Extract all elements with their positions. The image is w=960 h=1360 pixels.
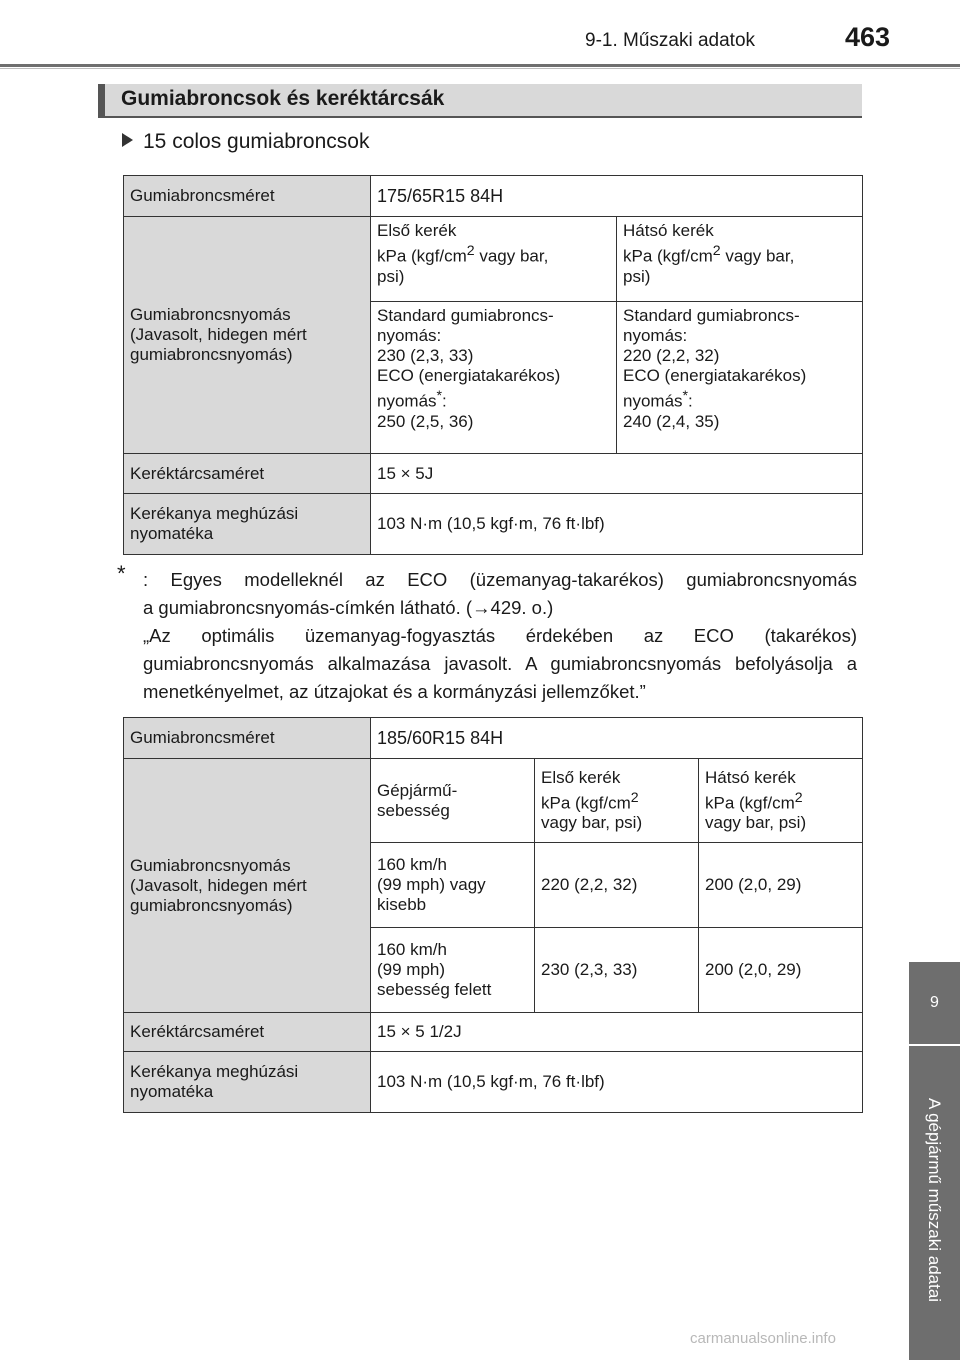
speed-over-160: 160 km/h (99 mph) sebesség felett — [371, 928, 535, 1013]
tire-spec-table-1 — [123, 175, 863, 555]
header-divider — [0, 64, 960, 67]
subheading — [122, 130, 369, 154]
watermark: carmanualsonline.info — [690, 1330, 836, 1347]
table-row — [124, 718, 863, 759]
footnote-line-1: : Egyes modelleknél az ECO (üzemanyag-takarékos) gumiabroncsnyomás — [143, 569, 857, 590]
subheading-text: 15 colos gumiabroncsok — [143, 130, 370, 153]
front-wheel-header: Első kerék kPa ($kgf/cm^2$ vagy bar, psi) — [371, 217, 617, 302]
rear-pressure-over-160: 200 (2,0, 29) — [699, 928, 863, 1013]
front-wheel-pressure-values: Standard gumiabroncs- nyomás: 230 (2,3, 33) ECO (energiatakarékos) nyomás*: 250 (2,5, 36) — [371, 302, 617, 454]
tire-size-label: Gumiabroncsméret — [124, 176, 371, 217]
tire-pressure-label: Gumiabroncsnyomás (Javasolt, hidegen mért gumiabroncsnyomás) — [124, 217, 371, 454]
tire-size-label: Gumiabroncsméret — [124, 718, 371, 759]
chapter-title: 9-1. Műszaki adatok — [585, 30, 756, 51]
speed-up-to-160: 160 km/h (99 mph) vagy kisebb — [371, 843, 535, 928]
table-row — [124, 494, 863, 555]
lug-nut-torque-value: 103 N·m (10,5 kgf·m, 76 ft·lbf) — [371, 494, 863, 555]
rim-size-label: Keréktárcsaméret — [124, 454, 371, 494]
eco-footnote — [117, 561, 857, 706]
lug-nut-torque-value: 103 N·m (10,5 kgf·m, 76 ft·lbf) — [371, 1052, 863, 1113]
table-row — [124, 759, 863, 843]
page-number: 463 — [845, 22, 891, 52]
table-row — [124, 217, 863, 302]
front-pressure-over-160: 230 (2,3, 33) — [535, 928, 699, 1013]
footnote-paragraph-2: „Az optimális üzemanyag-fogyasztás érdekében az ECO (takarékos) gumiabroncsnyomás alkalmazása javasolt. A gumiabroncsnyomás befolyásolja a menetkényelmet, az útzajokat és a kormányzási jellemzőket.” — [143, 625, 857, 702]
rear-wheel-header: Hátsó kerék kPa ($kgf/cm^2$ vagy bar, psi) — [699, 759, 863, 843]
tire-size-value: 175/65R15 84H — [371, 176, 863, 217]
tire-size-value: 185/60R15 84H — [371, 718, 863, 759]
rear-pressure-up-to-160: 200 (2,0, 29) — [699, 843, 863, 928]
lug-nut-torque-label: Kerékanya meghúzási nyomatéka — [124, 494, 371, 555]
rim-size-value: 15 × 5 1/2J — [371, 1013, 863, 1052]
chapter-tab-number: 9 — [909, 962, 960, 1046]
table-row — [124, 1052, 863, 1113]
table-row — [124, 454, 863, 494]
rear-wheel-header: Hátsó kerék kPa ($kgf/cm^2$ vagy bar, psi) — [617, 217, 863, 302]
chapter-tab-label: A gépjármű műszaki adatai — [925, 1097, 944, 1303]
table-row — [124, 1013, 863, 1052]
vehicle-speed-header: Gépjármű- sebesség — [371, 759, 535, 843]
header-divider-thin — [0, 68, 960, 69]
triangle-bullet-icon — [122, 133, 133, 147]
tire-spec-table-2 — [123, 717, 863, 1113]
footnote-line-2: a gumiabroncsnyomás-címkén látható. (→429. o.) — [143, 597, 554, 618]
front-pressure-up-to-160: 220 (2,2, 32) — [535, 843, 699, 928]
rim-size-value: 15 × 5J — [371, 454, 863, 494]
footnote-star: * — [117, 561, 126, 586]
section-heading — [98, 84, 862, 118]
section-heading-text: Gumiabroncsok és keréktárcsák — [121, 87, 445, 110]
front-wheel-header: Első kerék kPa ($kgf/cm^2$ vagy bar, psi) — [535, 759, 699, 843]
tire-pressure-label: Gumiabroncsnyomás (Javasolt, hidegen mért gumiabroncsnyomás) — [124, 759, 371, 1013]
lug-nut-torque-label: Kerékanya meghúzási nyomatéka — [124, 1052, 371, 1113]
rim-size-label: Keréktárcsaméret — [124, 1013, 371, 1052]
rear-wheel-pressure-values: Standard gumiabroncs- nyomás: 220 (2,2, 32) ECO (energiatakarékos) nyomás*: 240 (2,4, 35) — [617, 302, 863, 454]
table-row — [124, 176, 863, 217]
